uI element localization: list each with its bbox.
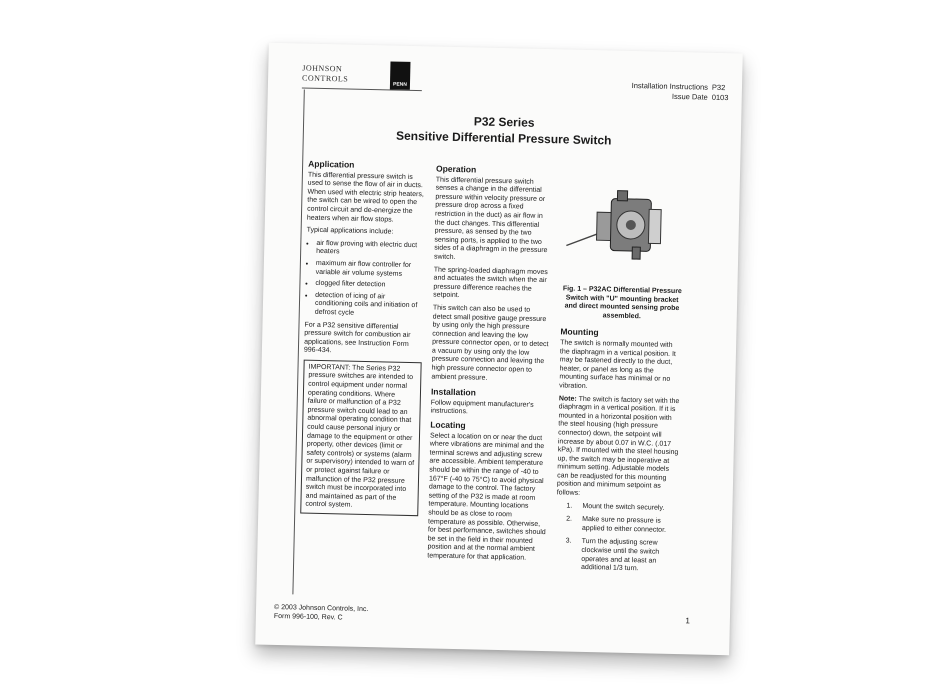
installation-paragraph: Follow equipment manufacturer's instructions. — [430, 399, 534, 416]
locating-paragraph: Select a location on or near the duct where vibrations are minimal and the terminal screws and adjusting screw are accessible. Ambient temperature should be within the range of -40 to 167°F (-40 to 75°C) to avoid physical damage to the control. The factory setting of the P32 is made at room temperature. Mounting locations should be as close to room temperature as possible. Otherwise, for best performance, switches should be set in the field in their mounted position and at the normal ambient temperature for that application. — [427, 432, 546, 562]
footer — [274, 603, 369, 623]
title-series: P32 Series — [473, 114, 535, 130]
operation-paragraph-2: The spring-loaded diaphragm moves and actuates the switch when the air pressure difference reaches the setpoint. — [433, 266, 548, 300]
step-text: Turn the adjusting screw clockwise until the switch operates and at least an additional 1/3 turn. — [580, 538, 660, 573]
pressure-switch-illustration — [562, 167, 684, 270]
doc-type-value: P32 — [711, 82, 726, 93]
important-notice: IMPORTANT: The Series P32 pressure switches are intended to control equipment under normal operating conditions. Where failure or malfunction of a P32 pressure switch could lead to an abnormal operating condition that could cause personal injury or damage to the equipment or other property, other devices (limit or safety controls) or systems (alarm or supervisory) intended to warn of or protect against failure or malfunction of the P32 pressure switch must be incorporated into and maintained as part of the control system. — [300, 359, 421, 516]
step-text: Mount the switch securely. — [582, 502, 665, 512]
note-text: The switch is factory set with the diaphragm in a vertical position. If it is mounted in a horizontal position with the steel housing (high pressure connector) down, the setpoint will increase by about 0.07 in W.C. (.017 kPa). If mounted with the steel housing up, the switch may be inoperative at minimum setting. Adjustable models can be readjusted for this mounting position and minimum setpoint as follows: — [556, 395, 680, 497]
mounting-paragraph: The switch is normally mounted with the diaphragm in a vertical position. It may be fastened directly to the duct, heater, or panel as long as the mounting surface has minimal or no vibration. — [559, 339, 676, 390]
issue-date-value: 0103 — [711, 92, 729, 103]
application-list — [305, 239, 425, 319]
penn-logo — [390, 61, 411, 89]
application-heading: Application — [308, 158, 355, 170]
mounting-steps — [555, 502, 679, 575]
operation-heading: Operation — [435, 163, 477, 175]
instruction-sheet — [255, 43, 743, 656]
logo-controls: CONTROLS — [301, 73, 349, 84]
issue-date-label: Issue Date — [671, 91, 708, 102]
list-item: • clogged filter detection — [315, 280, 423, 291]
document-info — [631, 81, 734, 103]
list-item — [566, 516, 678, 536]
operation-paragraph-3: This switch can also be used to detect small positive gauge pressure by using only the high pressure connection and leaving the low pressure connector open, or to detect a vacuum by using only the low pressure connection and leaving the high pressure connector open to ambient pressure. — [431, 304, 549, 382]
application-intro: This differential pressure switch is used to sense the flow of air in ducts. When used with electric strip heaters, the switch can be wired to open the control circuit and de-energize the heaters when air flow stops. — [306, 171, 424, 224]
list-item — [565, 538, 678, 575]
list-item: • maximum air flow controller for variable air volume systems — [316, 260, 424, 280]
operation-paragraph-1: This differential pressure switch senses a change in the differential pressure within velocity pressure or pressure drop across a fixed restriction in the duct) as air flow in the duct changes. This differential pressure, as sensed by the two sensing ports, is applied to the two sides of a diaphragm in the pressure switch. — [433, 176, 548, 261]
form-number: Form 996-100, Rev. C — [273, 612, 343, 622]
combustion-note: For a P32 sensitive differential pressure switch for combustion air applications, see Instruction Form 996-434. — [303, 321, 411, 355]
mounting-heading: Mounting — [560, 326, 599, 338]
step-number: 3. — [565, 538, 572, 546]
list-item — [566, 502, 678, 513]
figure-caption: Fig. 1 – P32AC Differential Pressure Switch with "U" mounting bracket and direct mounted sensing probe assembled. — [562, 285, 682, 320]
typical-applications-label: Typical applications include: — [306, 226, 394, 236]
page-number: 1 — [685, 616, 690, 626]
document-title — [267, 109, 742, 152]
list-item: • detection of icing of air conditioning coils and initiation of defrost cycle — [315, 292, 424, 320]
pressure-switch-figure — [562, 167, 684, 270]
margin-rule — [292, 90, 304, 595]
step-text: Make sure no pressure is applied to either connector. — [581, 516, 667, 534]
installation-heading: Installation — [430, 386, 476, 398]
doc-type-label: Installation Instructions — [631, 80, 709, 92]
logo-johnson: JOHNSON — [302, 63, 343, 74]
title-product: Sensitive Differential Pressure Switch — [395, 128, 612, 148]
mounting-note — [557, 395, 681, 501]
application-column — [300, 160, 426, 517]
step-number: 1. — [566, 502, 573, 510]
note-label: Note: — [558, 394, 577, 403]
operation-column — [427, 165, 554, 568]
step-number: 2. — [566, 515, 573, 523]
mounting-column — [555, 285, 684, 580]
locating-heading: Locating — [430, 419, 466, 431]
copyright: © 2003 Johnson Controls, Inc. — [273, 603, 369, 614]
penn-logo-text: PENN — [392, 81, 407, 88]
list-item: • air flow proving with electric duct heaters — [316, 240, 424, 260]
